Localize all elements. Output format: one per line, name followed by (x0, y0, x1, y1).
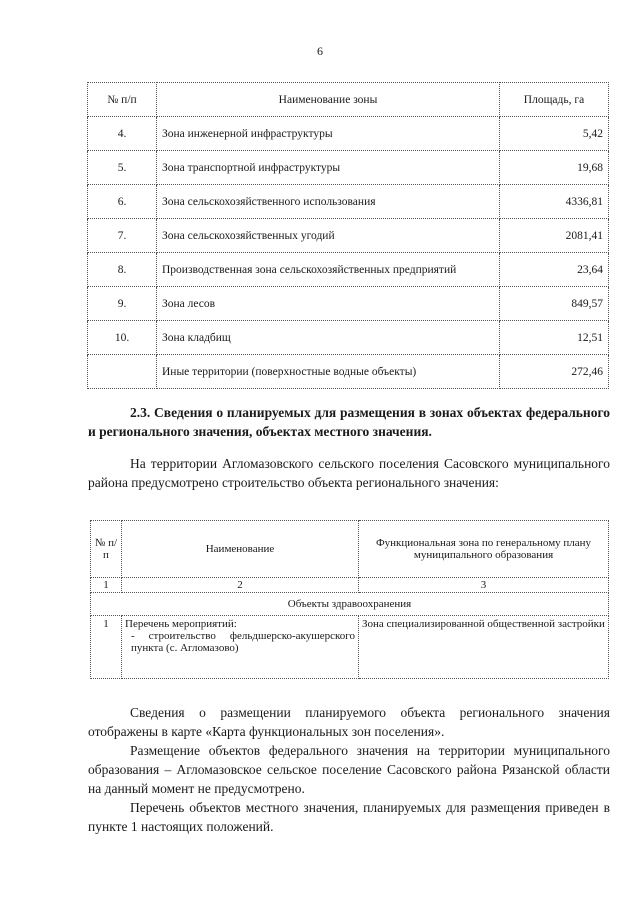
page-number: 6 (317, 44, 323, 58)
row-name (122, 616, 359, 679)
row-num: 5. (88, 151, 157, 185)
row-num: 4. (88, 117, 157, 151)
row-num (88, 355, 157, 389)
header-num: № п/п (88, 83, 157, 117)
table-row (91, 616, 609, 679)
row-name: Зона сельскохозяйственного использования (157, 185, 500, 219)
row-area: 4336,81 (500, 185, 609, 219)
column-number: 3 (359, 578, 609, 593)
table-row (88, 185, 609, 219)
objects-table (90, 520, 609, 679)
table-row (88, 321, 609, 355)
table-row (88, 117, 609, 151)
zones-table (87, 82, 609, 389)
table-row (88, 253, 609, 287)
section-heading: 2.3. Сведения о планируемых для размещения в зонах объектах федерального и регионального значения, объектах местного значения. (88, 405, 610, 439)
row-name: Зона лесов (157, 287, 500, 321)
row-area: 12,51 (500, 321, 609, 355)
zones-table-header (88, 83, 609, 117)
measure-item: - строительство фельдшерско-акушерского пункта (с. Агломазово) (131, 630, 355, 654)
row-area: 849,57 (500, 287, 609, 321)
row-num: 8. (88, 253, 157, 287)
row-area: 5,42 (500, 117, 609, 151)
header-area: Площадь, га (500, 83, 609, 117)
header-zone: Функциональная зона по генеральному плану муниципального образования (359, 521, 609, 578)
column-number: 1 (91, 578, 122, 593)
measures-title: Перечень мероприятий: (125, 618, 237, 630)
row-num: 6. (88, 185, 157, 219)
header-name: Наименование (122, 521, 359, 578)
intro-paragraph: На территории Агломазовского сельского поселения Сасовского муниципального района предусмотрено строительство объекта регионального значения: (88, 456, 610, 490)
row-area: 23,64 (500, 253, 609, 287)
paragraph-map-reference: Сведения о размещении планируемого объекта регионального значения отображены в карте «Карта функциональных зон поселения». (88, 705, 610, 739)
objects-table-header (91, 521, 609, 578)
row-name: Зона инженерной инфраструктуры (157, 117, 500, 151)
row-num: 9. (88, 287, 157, 321)
row-num: 1 (91, 616, 122, 679)
row-name: Зона сельскохозяйственных угодий (157, 219, 500, 253)
row-name: Иные территории (поверхностные водные объекты) (157, 355, 500, 389)
category-row (91, 593, 609, 616)
row-name: Зона кладбищ (157, 321, 500, 355)
table-row (88, 219, 609, 253)
table-row (88, 151, 609, 185)
row-num: 10. (88, 321, 157, 355)
column-numbers-row (91, 578, 609, 593)
row-num: 7. (88, 219, 157, 253)
category-label: Объекты здравоохранения (91, 593, 609, 616)
paragraph-federal-objects: Размещение объектов федерального значения на территории муниципального образования – Агломазовское сельское поселение Сасовского района Рязанской области на данный момент не предусмотрено. (88, 743, 610, 796)
row-area: 2081,41 (500, 219, 609, 253)
row-name: Зона транспортной инфраструктуры (157, 151, 500, 185)
column-number: 2 (122, 578, 359, 593)
header-name: Наименование зоны (157, 83, 500, 117)
row-zone: Зона специализированной общественной застройки (359, 616, 609, 679)
row-area: 272,46 (500, 355, 609, 389)
header-num: № п/п (91, 521, 122, 578)
table-row (88, 355, 609, 389)
row-name: Производственная зона сельскохозяйственных предприятий (157, 253, 500, 287)
paragraph-local-objects: Перечень объектов местного значения, планируемых для размещения приведен в пункте 1 настоящих положений. (88, 800, 610, 834)
row-area: 19,68 (500, 151, 609, 185)
table-row (88, 287, 609, 321)
